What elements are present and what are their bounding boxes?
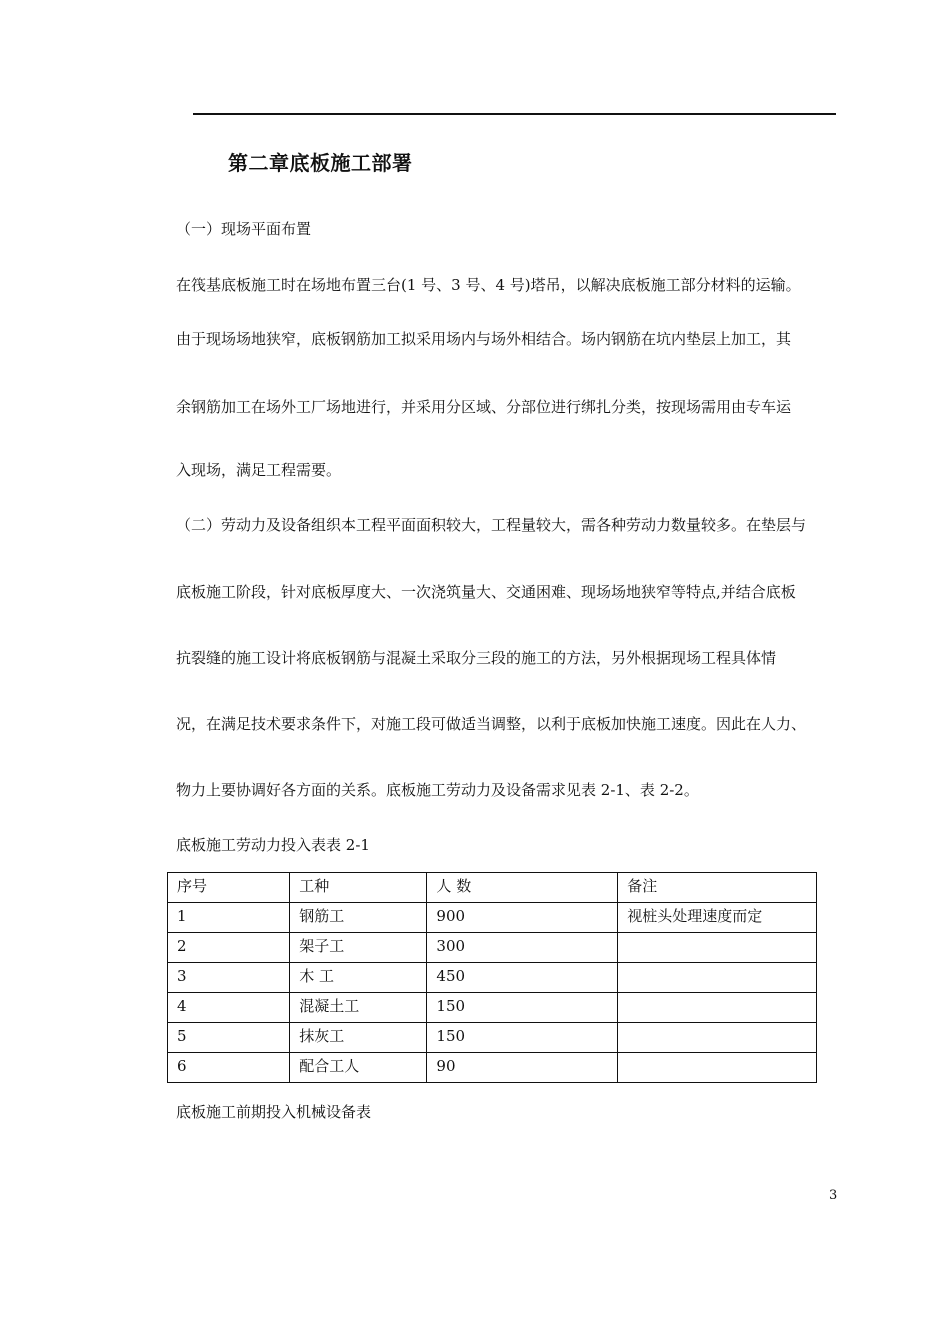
header-cell: 序号 [168, 873, 290, 903]
table-cell: 钢筋工 [290, 903, 427, 933]
table-header-row [168, 873, 817, 903]
paragraph-line: （二）劳动力及设备组织本工程平面面积较大，工程量较大，需各种劳动力数量较多。在垫层与 [176, 516, 807, 534]
paragraph-line: 抗裂缝的施工设计将底板钢筋与混凝土采取分三段的施工的方法，另外根据现场工程具体情 [176, 649, 777, 667]
paragraph-line: 况，在满足技术要求条件下，对施工段可做适当调整，以利于底板加快施工速度。因此在人力、 [176, 715, 807, 733]
header-rule [193, 113, 836, 115]
table-row [168, 963, 817, 993]
table-cell: 4 [168, 993, 290, 1023]
table-cell: 1 [168, 903, 290, 933]
paragraph-line: 余钢筋加工在场外工厂场地进行，并采用分区域、分部位进行绑扎分类，按现场需用由专车运 [176, 398, 792, 416]
labor-table [167, 872, 817, 1083]
table-cell [618, 1023, 817, 1053]
table-row [168, 933, 817, 963]
table-cell: 配合工人 [290, 1053, 427, 1083]
table-row [168, 1023, 817, 1053]
paragraph-line: 入现场，满足工程需要。 [176, 461, 342, 479]
table-cell: 木 工 [290, 963, 427, 993]
table-row [168, 993, 817, 1023]
table-cell [618, 963, 817, 993]
table-cell: 2 [168, 933, 290, 963]
table-cell: 6 [168, 1053, 290, 1083]
section-heading-site-layout: （一）现场平面布置 [176, 220, 312, 238]
paragraph-line: 物力上要协调好各方面的关系。底板施工劳动力及设备需求见表 2-1、表 2-2。 [176, 781, 699, 799]
table-cell: 5 [168, 1023, 290, 1053]
table-cell: 150 [427, 993, 618, 1023]
table-cell [618, 1053, 817, 1083]
page-number: 3 [829, 1188, 838, 1203]
table-row [168, 903, 817, 933]
table-cell: 450 [427, 963, 618, 993]
table-caption-labor: 底板施工劳动力投入表表 2-1 [176, 836, 370, 854]
header-cell: 工种 [290, 873, 427, 903]
table-cell [618, 933, 817, 963]
table-cell: 视桩头处理速度而定 [618, 903, 817, 933]
header-cell: 备注 [618, 873, 817, 903]
table-cell: 150 [427, 1023, 618, 1053]
table-cell: 90 [427, 1053, 618, 1083]
table-cell: 抹灰工 [290, 1023, 427, 1053]
paragraph-line: 由于现场场地狭窄，底板钢筋加工拟采用场内与场外相结合。场内钢筋在坑内垫层上加工，其 [176, 330, 792, 348]
table-cell: 3 [168, 963, 290, 993]
table-caption-equipment: 底板施工前期投入机械设备表 [176, 1103, 372, 1121]
table-row [168, 1053, 817, 1083]
chapter-title: 第二章底板施工部署 [228, 151, 413, 175]
table-cell: 架子工 [290, 933, 427, 963]
table-cell: 900 [427, 903, 618, 933]
table-cell: 混凝土工 [290, 993, 427, 1023]
table-cell [618, 993, 817, 1023]
header-cell: 人 数 [427, 873, 618, 903]
paragraph-line: 在筏基底板施工时在场地布置三台(1 号、3 号、4 号)塔吊，以解决底板施工部分材料的运输。 [176, 276, 801, 294]
table-cell: 300 [427, 933, 618, 963]
paragraph-line: 底板施工阶段，针对底板厚度大、一次浇筑量大、交通困难、现场场地狭窄等特点,并结合底板 [176, 583, 796, 601]
